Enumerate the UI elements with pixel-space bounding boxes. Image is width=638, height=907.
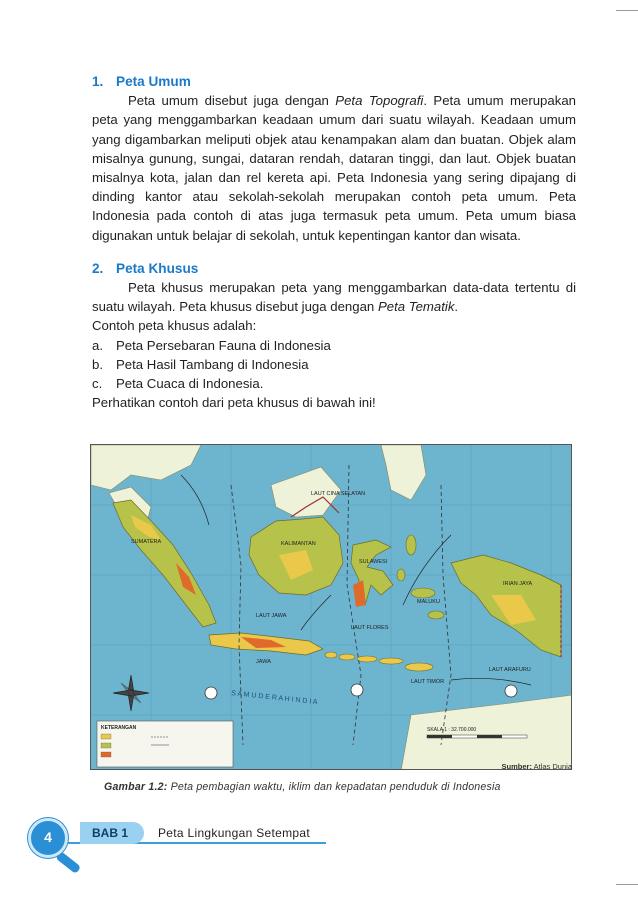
section-1-paragraph <box>92 91 576 245</box>
label-papua: IRIAN JAYA <box>503 581 533 587</box>
section-2-paragraph <box>92 278 576 316</box>
chapter-title: Peta Lingkungan Setempat <box>158 826 310 840</box>
section-2-title: Peta Khusus <box>116 260 199 276</box>
caption-label: Gambar 1.2: <box>104 781 168 793</box>
caption-text: Peta pembagian waktu, iklim dan kepadatan penduduk di Indonesia <box>167 781 501 793</box>
nusa-tenggara-islands <box>325 652 433 671</box>
compass-rose-icon <box>113 675 149 711</box>
section-1-text-pre: Peta umum disebut juga dengan <box>128 93 336 109</box>
sumatera-island <box>113 500 216 627</box>
section-2-text-pre: Peta khusus merupakan peta yang menggambarkan data-data tertentu di suatu wilayah. Peta khusus disebut juga dengan <box>92 280 576 315</box>
list-item-label: b. <box>92 356 103 372</box>
label-sulawesi: SULAWESI <box>359 559 388 565</box>
section-2-text-post: . <box>454 299 459 315</box>
legend-title: KETERANGAN <box>101 725 137 731</box>
closing-instruction: Perhatikan contoh dari peta khusus di bawah ini! <box>92 395 376 411</box>
list-item <box>92 374 576 393</box>
section-2-number: 2. <box>92 260 104 276</box>
label-maluku: MALUKU <box>417 599 440 605</box>
clock-icon <box>505 685 517 697</box>
examples-intro: Contoh peta khusus adalah: <box>92 318 257 334</box>
list-item-label: c. <box>92 376 103 392</box>
section-1-title: Peta Umum <box>116 74 191 89</box>
label-arafura-sea: LAUT ARAFURU <box>489 667 531 673</box>
section-2-heading <box>92 259 576 278</box>
list-item-label: a. <box>92 337 103 353</box>
label-sumatera: SUMATERA <box>131 539 162 545</box>
label-timor-sea: LAUT TIMOR <box>411 679 445 685</box>
page-number: 4 <box>44 829 52 845</box>
map-legend <box>97 721 233 767</box>
section-1-heading <box>92 72 576 91</box>
section-1-term: Peta Topografi <box>335 93 424 109</box>
list-item <box>92 336 576 355</box>
label-kalimantan: KALIMANTAN <box>281 541 316 547</box>
top-right-rule <box>616 10 638 11</box>
figure-caption <box>104 781 501 793</box>
main-content <box>92 72 576 412</box>
map-drawing <box>91 445 572 770</box>
section-1-number: 1. <box>92 74 104 89</box>
bottom-right-rule <box>616 884 638 885</box>
label-indian-ocean: S A M U D E R A H I N D I A <box>230 690 318 707</box>
list-item <box>92 355 576 374</box>
label-flores-sea: LAUT FLORES <box>351 625 389 631</box>
scale-label: SKALA 1 : 32.700.000 <box>427 727 477 733</box>
section-1-text-post: . Peta umum merupakan peta yang menggambarkan keadaan umum dari suatu wilayah. Keadaan umum yang digambarkan meliputi objek atau kenampakan alam dan buatan. Objek alam misalnya gunung, sungai, dataran rendah, dataran tinggi, dan laut. Objek buatan misalnya kota, jalan dan rel kereta api. Peta Indonesia yang sering dipajang di dinding kantor atau sekolah-sekolah merupakan contoh peta umum. Peta Indonesia pada contoh di atas juga termasuk peta umum. Peta umum biasa digunakan untuk belajar di sekolah, untuk kepentingan kantor dan wisata. <box>92 93 576 243</box>
list-item-text: Peta Hasil Tambang di Indonesia <box>116 356 309 372</box>
chapter-label: BAB 1 <box>92 826 129 840</box>
source-label: Sumber: <box>501 762 532 771</box>
time-zone-lines <box>231 465 451 745</box>
list-item-text: Peta Cuaca di Indonesia. <box>116 376 264 392</box>
figure-source <box>430 762 572 771</box>
label-java-sea: LAUT JAWA <box>256 613 287 619</box>
source-text: Atlas Dunia <box>531 762 572 771</box>
list-item-text: Peta Persebaran Fauna di Indonesia <box>116 337 331 353</box>
clock-icon <box>205 687 217 699</box>
label-south-china-sea: LAUT CINA SELATAN <box>311 491 366 497</box>
indonesia-map <box>90 444 572 770</box>
clock-icon <box>351 684 363 696</box>
section-2-term: Peta Tematik <box>377 299 455 315</box>
label-jawa: JAWA <box>256 659 271 665</box>
maluku-islands <box>397 535 444 619</box>
